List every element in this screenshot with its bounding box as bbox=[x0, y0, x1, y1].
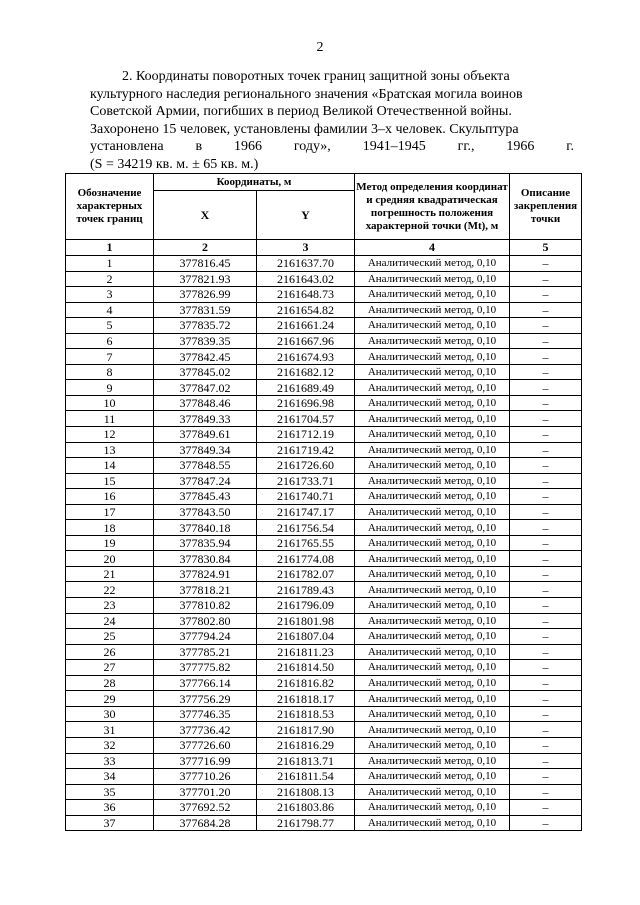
description-cell: – bbox=[510, 737, 582, 753]
x-coordinate-cell: 377847.02 bbox=[154, 380, 257, 396]
method-cell: Аналитический метод, 0,10 bbox=[355, 364, 510, 380]
point-number-cell: 18 bbox=[66, 520, 154, 536]
y-coordinate-cell: 2161789.43 bbox=[257, 582, 355, 598]
y-coordinate-cell: 2161814.50 bbox=[257, 660, 355, 676]
x-coordinate-cell: 377826.99 bbox=[154, 287, 257, 303]
description-cell: – bbox=[510, 318, 582, 334]
header-description: Описание закрепления точки bbox=[510, 174, 582, 240]
description-cell: – bbox=[510, 675, 582, 691]
intro-line: культурного наследия регионального значения «Братская могила воинов bbox=[90, 86, 523, 102]
y-coordinate-cell: 2161808.13 bbox=[257, 784, 355, 800]
y-coordinate-cell: 2161774.08 bbox=[257, 551, 355, 567]
table-row bbox=[66, 551, 582, 567]
y-coordinate-cell: 2161813.71 bbox=[257, 753, 355, 769]
method-cell: Аналитический метод, 0,10 bbox=[355, 613, 510, 629]
table-row bbox=[66, 582, 582, 598]
coordinates-table bbox=[65, 173, 582, 831]
table-row bbox=[66, 427, 582, 443]
method-cell: Аналитический метод, 0,10 bbox=[355, 395, 510, 411]
method-cell: Аналитический метод, 0,10 bbox=[355, 815, 510, 831]
x-coordinate-cell: 377842.45 bbox=[154, 349, 257, 365]
description-cell: – bbox=[510, 458, 582, 474]
column-number-row bbox=[66, 240, 582, 256]
table-row bbox=[66, 349, 582, 365]
y-coordinate-cell: 2161733.71 bbox=[257, 473, 355, 489]
method-cell: Аналитический метод, 0,10 bbox=[355, 318, 510, 334]
point-number-cell: 11 bbox=[66, 411, 154, 427]
intro-word: в bbox=[195, 139, 203, 154]
description-cell: – bbox=[510, 769, 582, 785]
y-coordinate-cell: 2161796.09 bbox=[257, 598, 355, 614]
method-cell: Аналитический метод, 0,10 bbox=[355, 753, 510, 769]
x-coordinate-cell: 377848.55 bbox=[154, 458, 257, 474]
description-cell: – bbox=[510, 489, 582, 505]
table-row bbox=[66, 722, 582, 738]
method-cell: Аналитический метод, 0,10 bbox=[355, 582, 510, 598]
x-coordinate-cell: 377818.21 bbox=[154, 582, 257, 598]
intro-line: 2. Координаты поворотных точек границ защитной зоны объекта bbox=[122, 69, 510, 84]
point-number-cell: 10 bbox=[66, 395, 154, 411]
header-designation: Обозначение характерных точек границ bbox=[66, 174, 154, 240]
point-number-cell: 12 bbox=[66, 427, 154, 443]
description-cell: – bbox=[510, 427, 582, 443]
method-cell: Аналитический метод, 0,10 bbox=[355, 629, 510, 645]
y-coordinate-cell: 2161803.86 bbox=[257, 800, 355, 816]
method-cell: Аналитический метод, 0,10 bbox=[355, 302, 510, 318]
y-coordinate-cell: 2161637.70 bbox=[257, 256, 355, 272]
point-number-cell: 24 bbox=[66, 613, 154, 629]
point-number-cell: 15 bbox=[66, 473, 154, 489]
description-cell: – bbox=[510, 287, 582, 303]
table-row bbox=[66, 256, 582, 272]
description-cell: – bbox=[510, 271, 582, 287]
description-cell: – bbox=[510, 411, 582, 427]
intro-word: гг., bbox=[457, 139, 475, 154]
header-method: Метод определения координат и средняя квадратическая погрешность положения характерной точки (Mt), м bbox=[355, 174, 510, 240]
method-cell: Аналитический метод, 0,10 bbox=[355, 644, 510, 660]
column-number: 2 bbox=[154, 240, 257, 256]
x-coordinate-cell: 377835.94 bbox=[154, 535, 257, 551]
point-number-cell: 37 bbox=[66, 815, 154, 831]
method-cell: Аналитический метод, 0,10 bbox=[355, 675, 510, 691]
description-cell: – bbox=[510, 722, 582, 738]
header-y: Y bbox=[257, 191, 355, 240]
point-number-cell: 16 bbox=[66, 489, 154, 505]
table-row bbox=[66, 800, 582, 816]
method-cell: Аналитический метод, 0,10 bbox=[355, 442, 510, 458]
table-row bbox=[66, 318, 582, 334]
description-cell: – bbox=[510, 473, 582, 489]
description-cell: – bbox=[510, 598, 582, 614]
x-coordinate-cell: 377845.02 bbox=[154, 364, 257, 380]
x-coordinate-cell: 377847.24 bbox=[154, 473, 257, 489]
method-cell: Аналитический метод, 0,10 bbox=[355, 504, 510, 520]
y-coordinate-cell: 2161801.98 bbox=[257, 613, 355, 629]
description-cell: – bbox=[510, 551, 582, 567]
description-cell: – bbox=[510, 613, 582, 629]
intro-word: году», bbox=[293, 139, 331, 154]
method-cell: Аналитический метод, 0,10 bbox=[355, 551, 510, 567]
intro-word: 1941–1945 bbox=[362, 139, 426, 154]
point-number-cell: 20 bbox=[66, 551, 154, 567]
description-cell: – bbox=[510, 535, 582, 551]
intro-justified-line bbox=[90, 138, 574, 156]
method-cell: Аналитический метод, 0,10 bbox=[355, 256, 510, 272]
method-cell: Аналитический метод, 0,10 bbox=[355, 520, 510, 536]
page-number: 2 bbox=[316, 40, 324, 55]
y-coordinate-cell: 2161782.07 bbox=[257, 566, 355, 582]
intro-word: 1966 bbox=[233, 139, 262, 154]
table-row bbox=[66, 629, 582, 645]
description-cell: – bbox=[510, 691, 582, 707]
y-coordinate-cell: 2161811.54 bbox=[257, 769, 355, 785]
method-cell: Аналитический метод, 0,10 bbox=[355, 784, 510, 800]
x-coordinate-cell: 377845.43 bbox=[154, 489, 257, 505]
x-coordinate-cell: 377849.34 bbox=[154, 442, 257, 458]
table-row bbox=[66, 784, 582, 800]
y-coordinate-cell: 2161667.96 bbox=[257, 333, 355, 349]
point-number-cell: 2 bbox=[66, 271, 154, 287]
description-cell: – bbox=[510, 660, 582, 676]
table-row bbox=[66, 815, 582, 831]
method-cell: Аналитический метод, 0,10 bbox=[355, 333, 510, 349]
x-coordinate-cell: 377785.21 bbox=[154, 644, 257, 660]
point-number-cell: 7 bbox=[66, 349, 154, 365]
table-row bbox=[66, 566, 582, 582]
table-row bbox=[66, 520, 582, 536]
column-number: 5 bbox=[510, 240, 582, 256]
method-cell: Аналитический метод, 0,10 bbox=[355, 535, 510, 551]
point-number-cell: 25 bbox=[66, 629, 154, 645]
method-cell: Аналитический метод, 0,10 bbox=[355, 691, 510, 707]
y-coordinate-cell: 2161654.82 bbox=[257, 302, 355, 318]
y-coordinate-cell: 2161674.93 bbox=[257, 349, 355, 365]
table-row bbox=[66, 660, 582, 676]
table-row bbox=[66, 395, 582, 411]
point-number-cell: 3 bbox=[66, 287, 154, 303]
intro-area-line: (S = 34219 кв. м. ± 65 кв. м.) bbox=[90, 156, 259, 172]
x-coordinate-cell: 377840.18 bbox=[154, 520, 257, 536]
table-row bbox=[66, 271, 582, 287]
method-cell: Аналитический метод, 0,10 bbox=[355, 473, 510, 489]
x-coordinate-cell: 377756.29 bbox=[154, 691, 257, 707]
y-coordinate-cell: 2161719.42 bbox=[257, 442, 355, 458]
table-row bbox=[66, 302, 582, 318]
x-coordinate-cell: 377839.35 bbox=[154, 333, 257, 349]
intro-paragraph bbox=[90, 68, 574, 173]
point-number-cell: 4 bbox=[66, 302, 154, 318]
y-coordinate-cell: 2161818.17 bbox=[257, 691, 355, 707]
y-coordinate-cell: 2161682.12 bbox=[257, 364, 355, 380]
intro-word: установлена bbox=[90, 139, 164, 154]
method-cell: Аналитический метод, 0,10 bbox=[355, 660, 510, 676]
table-body bbox=[66, 256, 582, 831]
description-cell: – bbox=[510, 333, 582, 349]
description-cell: – bbox=[510, 753, 582, 769]
description-cell: – bbox=[510, 644, 582, 660]
y-coordinate-cell: 2161816.29 bbox=[257, 737, 355, 753]
point-number-cell: 1 bbox=[66, 256, 154, 272]
method-cell: Аналитический метод, 0,10 bbox=[355, 598, 510, 614]
point-number-cell: 19 bbox=[66, 535, 154, 551]
table-row bbox=[66, 458, 582, 474]
x-coordinate-cell: 377701.20 bbox=[154, 784, 257, 800]
description-cell: – bbox=[510, 706, 582, 722]
description-cell: – bbox=[510, 504, 582, 520]
y-coordinate-cell: 2161811.23 bbox=[257, 644, 355, 660]
point-number-cell: 30 bbox=[66, 706, 154, 722]
x-coordinate-cell: 377849.61 bbox=[154, 427, 257, 443]
x-coordinate-cell: 377810.82 bbox=[154, 598, 257, 614]
method-cell: Аналитический метод, 0,10 bbox=[355, 380, 510, 396]
y-coordinate-cell: 2161816.82 bbox=[257, 675, 355, 691]
table-row bbox=[66, 411, 582, 427]
description-cell: – bbox=[510, 629, 582, 645]
table-row bbox=[66, 535, 582, 551]
description-cell: – bbox=[510, 566, 582, 582]
description-cell: – bbox=[510, 815, 582, 831]
table-row bbox=[66, 737, 582, 753]
x-coordinate-cell: 377710.26 bbox=[154, 769, 257, 785]
table-row bbox=[66, 489, 582, 505]
point-number-cell: 23 bbox=[66, 598, 154, 614]
y-coordinate-cell: 2161807.04 bbox=[257, 629, 355, 645]
table-row bbox=[66, 504, 582, 520]
y-coordinate-cell: 2161756.54 bbox=[257, 520, 355, 536]
y-coordinate-cell: 2161740.71 bbox=[257, 489, 355, 505]
y-coordinate-cell: 2161696.98 bbox=[257, 395, 355, 411]
method-cell: Аналитический метод, 0,10 bbox=[355, 722, 510, 738]
x-coordinate-cell: 377726.60 bbox=[154, 737, 257, 753]
description-cell: – bbox=[510, 442, 582, 458]
point-number-cell: 22 bbox=[66, 582, 154, 598]
description-cell: – bbox=[510, 380, 582, 396]
x-coordinate-cell: 377830.84 bbox=[154, 551, 257, 567]
y-coordinate-cell: 2161765.55 bbox=[257, 535, 355, 551]
table-row bbox=[66, 675, 582, 691]
point-number-cell: 28 bbox=[66, 675, 154, 691]
description-cell: – bbox=[510, 520, 582, 536]
table-row bbox=[66, 753, 582, 769]
table-row bbox=[66, 380, 582, 396]
method-cell: Аналитический метод, 0,10 bbox=[355, 769, 510, 785]
point-number-cell: 9 bbox=[66, 380, 154, 396]
y-coordinate-cell: 2161661.24 bbox=[257, 318, 355, 334]
x-coordinate-cell: 377802.80 bbox=[154, 613, 257, 629]
method-cell: Аналитический метод, 0,10 bbox=[355, 737, 510, 753]
point-number-cell: 5 bbox=[66, 318, 154, 334]
intro-word: г. bbox=[566, 139, 574, 154]
intro-word: 1966 bbox=[506, 139, 535, 154]
method-cell: Аналитический метод, 0,10 bbox=[355, 411, 510, 427]
method-cell: Аналитический метод, 0,10 bbox=[355, 287, 510, 303]
column-number: 4 bbox=[355, 240, 510, 256]
point-number-cell: 26 bbox=[66, 644, 154, 660]
y-coordinate-cell: 2161648.73 bbox=[257, 287, 355, 303]
x-coordinate-cell: 377766.14 bbox=[154, 675, 257, 691]
y-coordinate-cell: 2161798.77 bbox=[257, 815, 355, 831]
point-number-cell: 36 bbox=[66, 800, 154, 816]
y-coordinate-cell: 2161643.02 bbox=[257, 271, 355, 287]
x-coordinate-cell: 377821.93 bbox=[154, 271, 257, 287]
point-number-cell: 17 bbox=[66, 504, 154, 520]
table-row bbox=[66, 598, 582, 614]
y-coordinate-cell: 2161712.19 bbox=[257, 427, 355, 443]
method-cell: Аналитический метод, 0,10 bbox=[355, 706, 510, 722]
y-coordinate-cell: 2161817.90 bbox=[257, 722, 355, 738]
table-row bbox=[66, 442, 582, 458]
method-cell: Аналитический метод, 0,10 bbox=[355, 800, 510, 816]
table-row bbox=[66, 333, 582, 349]
description-cell: – bbox=[510, 800, 582, 816]
table-row bbox=[66, 691, 582, 707]
table-row bbox=[66, 287, 582, 303]
point-number-cell: 27 bbox=[66, 660, 154, 676]
point-number-cell: 6 bbox=[66, 333, 154, 349]
table-row bbox=[66, 769, 582, 785]
x-coordinate-cell: 377831.59 bbox=[154, 302, 257, 318]
description-cell: – bbox=[510, 582, 582, 598]
header-x: X bbox=[154, 191, 257, 240]
point-number-cell: 31 bbox=[66, 722, 154, 738]
method-cell: Аналитический метод, 0,10 bbox=[355, 271, 510, 287]
point-number-cell: 8 bbox=[66, 364, 154, 380]
x-coordinate-cell: 377849.33 bbox=[154, 411, 257, 427]
table-row bbox=[66, 364, 582, 380]
table-row bbox=[66, 644, 582, 660]
y-coordinate-cell: 2161726.60 bbox=[257, 458, 355, 474]
point-number-cell: 35 bbox=[66, 784, 154, 800]
y-coordinate-cell: 2161689.49 bbox=[257, 380, 355, 396]
x-coordinate-cell: 377692.52 bbox=[154, 800, 257, 816]
x-coordinate-cell: 377794.24 bbox=[154, 629, 257, 645]
intro-line: Захоронено 15 человек, установлены фамилии 3–х человек. Скульптура bbox=[90, 121, 519, 137]
table-row bbox=[66, 613, 582, 629]
table-row bbox=[66, 706, 582, 722]
x-coordinate-cell: 377684.28 bbox=[154, 815, 257, 831]
x-coordinate-cell: 377835.72 bbox=[154, 318, 257, 334]
method-cell: Аналитический метод, 0,10 bbox=[355, 489, 510, 505]
x-coordinate-cell: 377775.82 bbox=[154, 660, 257, 676]
method-cell: Аналитический метод, 0,10 bbox=[355, 427, 510, 443]
point-number-cell: 34 bbox=[66, 769, 154, 785]
y-coordinate-cell: 2161747.17 bbox=[257, 504, 355, 520]
description-cell: – bbox=[510, 349, 582, 365]
point-number-cell: 21 bbox=[66, 566, 154, 582]
description-cell: – bbox=[510, 784, 582, 800]
method-cell: Аналитический метод, 0,10 bbox=[355, 458, 510, 474]
header-coordinates: Координаты, м bbox=[154, 174, 355, 191]
x-coordinate-cell: 377824.91 bbox=[154, 566, 257, 582]
description-cell: – bbox=[510, 302, 582, 318]
x-coordinate-cell: 377848.46 bbox=[154, 395, 257, 411]
method-cell: Аналитический метод, 0,10 bbox=[355, 349, 510, 365]
point-number-cell: 29 bbox=[66, 691, 154, 707]
description-cell: – bbox=[510, 256, 582, 272]
x-coordinate-cell: 377716.99 bbox=[154, 753, 257, 769]
x-coordinate-cell: 377816.45 bbox=[154, 256, 257, 272]
x-coordinate-cell: 377843.50 bbox=[154, 504, 257, 520]
table-row bbox=[66, 473, 582, 489]
column-number: 1 bbox=[66, 240, 154, 256]
intro-line: Советской Армии, погибших в период Великой Отечественной войны. bbox=[90, 104, 512, 119]
y-coordinate-cell: 2161818.53 bbox=[257, 706, 355, 722]
description-cell: – bbox=[510, 364, 582, 380]
method-cell: Аналитический метод, 0,10 bbox=[355, 566, 510, 582]
x-coordinate-cell: 377746.35 bbox=[154, 706, 257, 722]
x-coordinate-cell: 377736.42 bbox=[154, 722, 257, 738]
y-coordinate-cell: 2161704.57 bbox=[257, 411, 355, 427]
point-number-cell: 32 bbox=[66, 737, 154, 753]
column-number: 3 bbox=[257, 240, 355, 256]
description-cell: – bbox=[510, 395, 582, 411]
point-number-cell: 14 bbox=[66, 458, 154, 474]
point-number-cell: 33 bbox=[66, 753, 154, 769]
point-number-cell: 13 bbox=[66, 442, 154, 458]
